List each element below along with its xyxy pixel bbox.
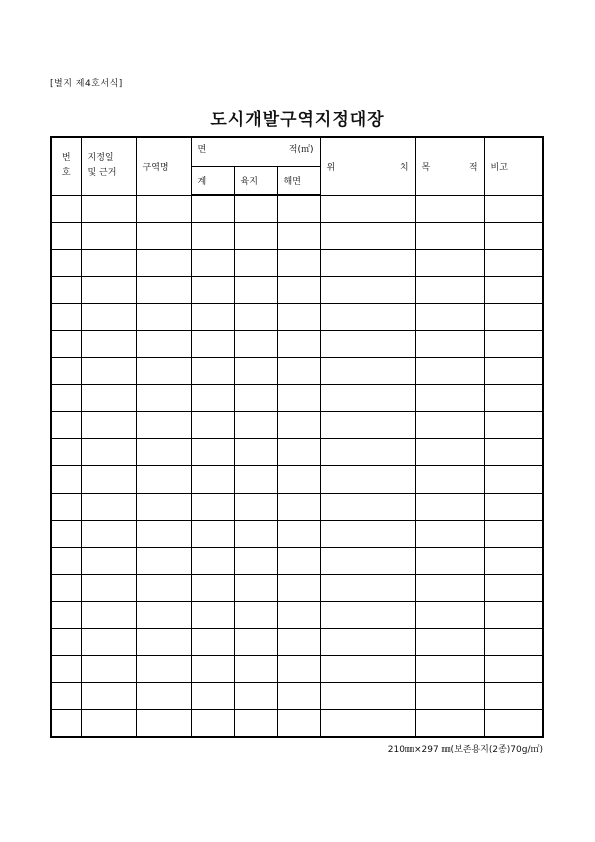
table-cell[interactable] (51, 223, 81, 250)
table-cell[interactable] (136, 655, 191, 682)
table-cell[interactable] (234, 385, 277, 412)
table-row (51, 277, 543, 304)
table-cell[interactable] (81, 682, 136, 709)
table-cell[interactable] (51, 493, 81, 520)
header-area-total: 계 (191, 167, 234, 196)
table-cell[interactable] (51, 331, 81, 358)
table-cell[interactable] (277, 385, 320, 412)
paper-spec-note: 210㎜×297 ㎜(보존용지(2종)70g/㎡) (387, 745, 543, 755)
table-cell[interactable] (277, 601, 320, 628)
table-cell[interactable] (484, 331, 543, 358)
table-cell[interactable] (320, 412, 415, 439)
table-cell[interactable] (51, 682, 81, 709)
header-location: 위 치 (320, 137, 415, 195)
table-cell[interactable] (191, 385, 234, 412)
table-cell[interactable] (51, 655, 81, 682)
table-row (51, 655, 543, 682)
table-cell[interactable] (191, 466, 234, 493)
table-cell[interactable] (320, 439, 415, 466)
table-row (51, 385, 543, 412)
table-cell[interactable] (234, 709, 277, 737)
table-cell[interactable] (320, 223, 415, 250)
table-cell[interactable] (415, 655, 484, 682)
header-remarks: 비고 (484, 137, 543, 195)
table-cell[interactable] (81, 547, 136, 574)
table-row (51, 439, 543, 466)
table-cell[interactable] (136, 466, 191, 493)
table-row (51, 358, 543, 385)
table-cell[interactable] (415, 439, 484, 466)
table-row (51, 520, 543, 547)
table-cell[interactable] (320, 709, 415, 737)
table-cell[interactable] (136, 331, 191, 358)
table-cell[interactable] (136, 195, 191, 223)
table-cell[interactable] (191, 412, 234, 439)
table-cell[interactable] (51, 574, 81, 601)
table-cell[interactable] (415, 250, 484, 277)
page-title: 도시개발구역지정대장 (210, 110, 385, 130)
table-cell[interactable] (484, 601, 543, 628)
table-cell[interactable] (81, 466, 136, 493)
table-cell[interactable] (234, 412, 277, 439)
table-cell[interactable] (234, 493, 277, 520)
table-row (51, 195, 543, 223)
table-cell[interactable] (51, 547, 81, 574)
table-row (51, 304, 543, 331)
table-cell[interactable] (277, 277, 320, 304)
table-cell[interactable] (277, 331, 320, 358)
table-cell[interactable] (320, 358, 415, 385)
table-cell[interactable] (136, 412, 191, 439)
table-cell[interactable] (484, 439, 543, 466)
table-cell[interactable] (277, 493, 320, 520)
table-cell[interactable] (81, 493, 136, 520)
table-cell[interactable] (277, 223, 320, 250)
table-cell[interactable] (51, 520, 81, 547)
table-row (51, 628, 543, 655)
table-cell[interactable] (51, 304, 81, 331)
table-cell[interactable] (484, 493, 543, 520)
table-cell[interactable] (136, 628, 191, 655)
table-cell[interactable] (136, 520, 191, 547)
table-cell[interactable] (277, 250, 320, 277)
table-cell[interactable] (234, 682, 277, 709)
table-row (51, 412, 543, 439)
table-cell[interactable] (191, 304, 234, 331)
table-row (51, 547, 543, 574)
table-cell[interactable] (277, 439, 320, 466)
register-table (50, 136, 544, 738)
table-cell[interactable] (191, 195, 234, 223)
table-cell[interactable] (81, 574, 136, 601)
table-cell[interactable] (277, 574, 320, 601)
table-cell[interactable] (415, 493, 484, 520)
table-cell[interactable] (277, 466, 320, 493)
header-number: 번 호 (51, 137, 81, 195)
table-cell[interactable] (415, 520, 484, 547)
table-cell[interactable] (191, 520, 234, 547)
table-cell[interactable] (320, 195, 415, 223)
table-cell[interactable] (81, 601, 136, 628)
header-district-name: 구역명 (136, 137, 191, 195)
table-cell[interactable] (320, 493, 415, 520)
table-cell[interactable] (81, 223, 136, 250)
table-cell[interactable] (484, 709, 543, 737)
table-cell[interactable] (277, 195, 320, 223)
table-cell[interactable] (51, 250, 81, 277)
header-purpose: 목 적 (415, 137, 484, 195)
table-cell[interactable] (81, 520, 136, 547)
table-cell[interactable] (234, 277, 277, 304)
table-cell[interactable] (484, 250, 543, 277)
table-cell[interactable] (277, 682, 320, 709)
table-cell[interactable] (81, 709, 136, 737)
table-cell[interactable] (191, 250, 234, 277)
table-cell[interactable] (415, 385, 484, 412)
table-cell[interactable] (136, 439, 191, 466)
table-cell[interactable] (191, 277, 234, 304)
table-cell[interactable] (484, 547, 543, 574)
table-row (51, 601, 543, 628)
table-cell[interactable] (320, 250, 415, 277)
table-cell[interactable] (136, 277, 191, 304)
table-cell[interactable] (415, 331, 484, 358)
table-cell[interactable] (136, 709, 191, 737)
table-cell[interactable] (320, 682, 415, 709)
table-row (51, 331, 543, 358)
table-cell[interactable] (320, 601, 415, 628)
table-cell[interactable] (277, 304, 320, 331)
table-row (51, 682, 543, 709)
table-row (51, 574, 543, 601)
table-cell[interactable] (415, 358, 484, 385)
table-cell[interactable] (51, 439, 81, 466)
table-cell[interactable] (136, 682, 191, 709)
table-cell[interactable] (234, 439, 277, 466)
table-cell[interactable] (415, 574, 484, 601)
table-cell[interactable] (136, 574, 191, 601)
table-cell[interactable] (484, 385, 543, 412)
table-cell[interactable] (81, 628, 136, 655)
table-cell[interactable] (136, 547, 191, 574)
header-area: 면 적(㎡) (191, 137, 320, 167)
table-cell[interactable] (51, 601, 81, 628)
table-cell[interactable] (320, 547, 415, 574)
table-cell[interactable] (81, 304, 136, 331)
table-cell[interactable] (191, 439, 234, 466)
table-cell[interactable] (51, 358, 81, 385)
table-cell[interactable] (234, 547, 277, 574)
table-cell[interactable] (320, 385, 415, 412)
table-cell[interactable] (136, 493, 191, 520)
table-cell[interactable] (320, 304, 415, 331)
table-cell[interactable] (415, 682, 484, 709)
table-cell[interactable] (415, 304, 484, 331)
table-cell[interactable] (234, 358, 277, 385)
table-cell[interactable] (415, 709, 484, 737)
table-cell[interactable] (484, 682, 543, 709)
table-cell[interactable] (320, 628, 415, 655)
table-row (51, 223, 543, 250)
table-row (51, 250, 543, 277)
header-designation: 지정일 및 근거 (81, 137, 136, 195)
table-cell[interactable] (234, 304, 277, 331)
table-cell[interactable] (484, 223, 543, 250)
table-cell[interactable] (234, 466, 277, 493)
table-cell[interactable] (81, 250, 136, 277)
table-cell[interactable] (234, 223, 277, 250)
table-cell[interactable] (484, 655, 543, 682)
table-cell[interactable] (191, 331, 234, 358)
table-cell[interactable] (136, 601, 191, 628)
table-cell[interactable] (234, 520, 277, 547)
table-cell[interactable] (191, 628, 234, 655)
table-cell[interactable] (234, 331, 277, 358)
table-cell[interactable] (81, 277, 136, 304)
table-cell[interactable] (484, 628, 543, 655)
form-number-label: [별지 제4호서식] (50, 79, 123, 89)
table-cell[interactable] (277, 709, 320, 737)
table-cell[interactable] (191, 709, 234, 737)
table-cell[interactable] (484, 277, 543, 304)
table-cell[interactable] (136, 385, 191, 412)
table-cell[interactable] (277, 655, 320, 682)
table-cell[interactable] (234, 655, 277, 682)
table-cell[interactable] (320, 655, 415, 682)
table-cell[interactable] (191, 493, 234, 520)
table-cell[interactable] (484, 195, 543, 223)
table-cell[interactable] (191, 223, 234, 250)
table-cell[interactable] (51, 385, 81, 412)
table-cell[interactable] (484, 358, 543, 385)
table-cell[interactable] (415, 277, 484, 304)
table-cell[interactable] (415, 195, 484, 223)
table-cell[interactable] (136, 250, 191, 277)
table-cell[interactable] (484, 466, 543, 493)
table-cell[interactable] (277, 358, 320, 385)
table-cell[interactable] (234, 195, 277, 223)
header-area-land: 육지 (234, 167, 277, 196)
table-cell[interactable] (81, 358, 136, 385)
table-cell[interactable] (191, 682, 234, 709)
table-cell[interactable] (51, 195, 81, 223)
table-cell[interactable] (136, 304, 191, 331)
table-cell[interactable] (277, 412, 320, 439)
table-cell[interactable] (191, 547, 234, 574)
table-row (51, 466, 543, 493)
table-cell[interactable] (81, 655, 136, 682)
table-cell[interactable] (81, 439, 136, 466)
table-cell[interactable] (415, 547, 484, 574)
table-cell[interactable] (51, 709, 81, 737)
table-cell[interactable] (81, 195, 136, 223)
table-cell[interactable] (191, 358, 234, 385)
table-cell[interactable] (320, 574, 415, 601)
table-cell[interactable] (234, 601, 277, 628)
table-cell[interactable] (415, 628, 484, 655)
table-cell[interactable] (484, 574, 543, 601)
table-cell[interactable] (51, 277, 81, 304)
table-cell[interactable] (277, 628, 320, 655)
table-cell[interactable] (320, 520, 415, 547)
table-cell[interactable] (277, 547, 320, 574)
table-cell[interactable] (81, 412, 136, 439)
table-cell[interactable] (320, 466, 415, 493)
register-body (51, 195, 543, 737)
table-cell[interactable] (320, 331, 415, 358)
table-cell[interactable] (81, 331, 136, 358)
header-row-1 (51, 137, 543, 167)
table-cell[interactable] (191, 574, 234, 601)
table-cell[interactable] (234, 250, 277, 277)
table-cell[interactable] (191, 601, 234, 628)
table-cell[interactable] (484, 304, 543, 331)
table-cell[interactable] (484, 412, 543, 439)
table-cell[interactable] (415, 223, 484, 250)
table-cell[interactable] (277, 520, 320, 547)
table-cell[interactable] (415, 412, 484, 439)
table-cell[interactable] (484, 520, 543, 547)
table-cell[interactable] (234, 574, 277, 601)
table-cell[interactable] (136, 358, 191, 385)
table-cell[interactable] (320, 277, 415, 304)
table-cell[interactable] (51, 466, 81, 493)
table-row (51, 709, 543, 737)
table-cell[interactable] (51, 628, 81, 655)
table-cell[interactable] (234, 628, 277, 655)
header-area-sea: 해면 (277, 167, 320, 196)
table-cell[interactable] (415, 601, 484, 628)
table-cell[interactable] (51, 412, 81, 439)
table-cell[interactable] (191, 655, 234, 682)
table-cell[interactable] (136, 223, 191, 250)
table-row (51, 493, 543, 520)
table-cell[interactable] (81, 385, 136, 412)
table-cell[interactable] (415, 466, 484, 493)
